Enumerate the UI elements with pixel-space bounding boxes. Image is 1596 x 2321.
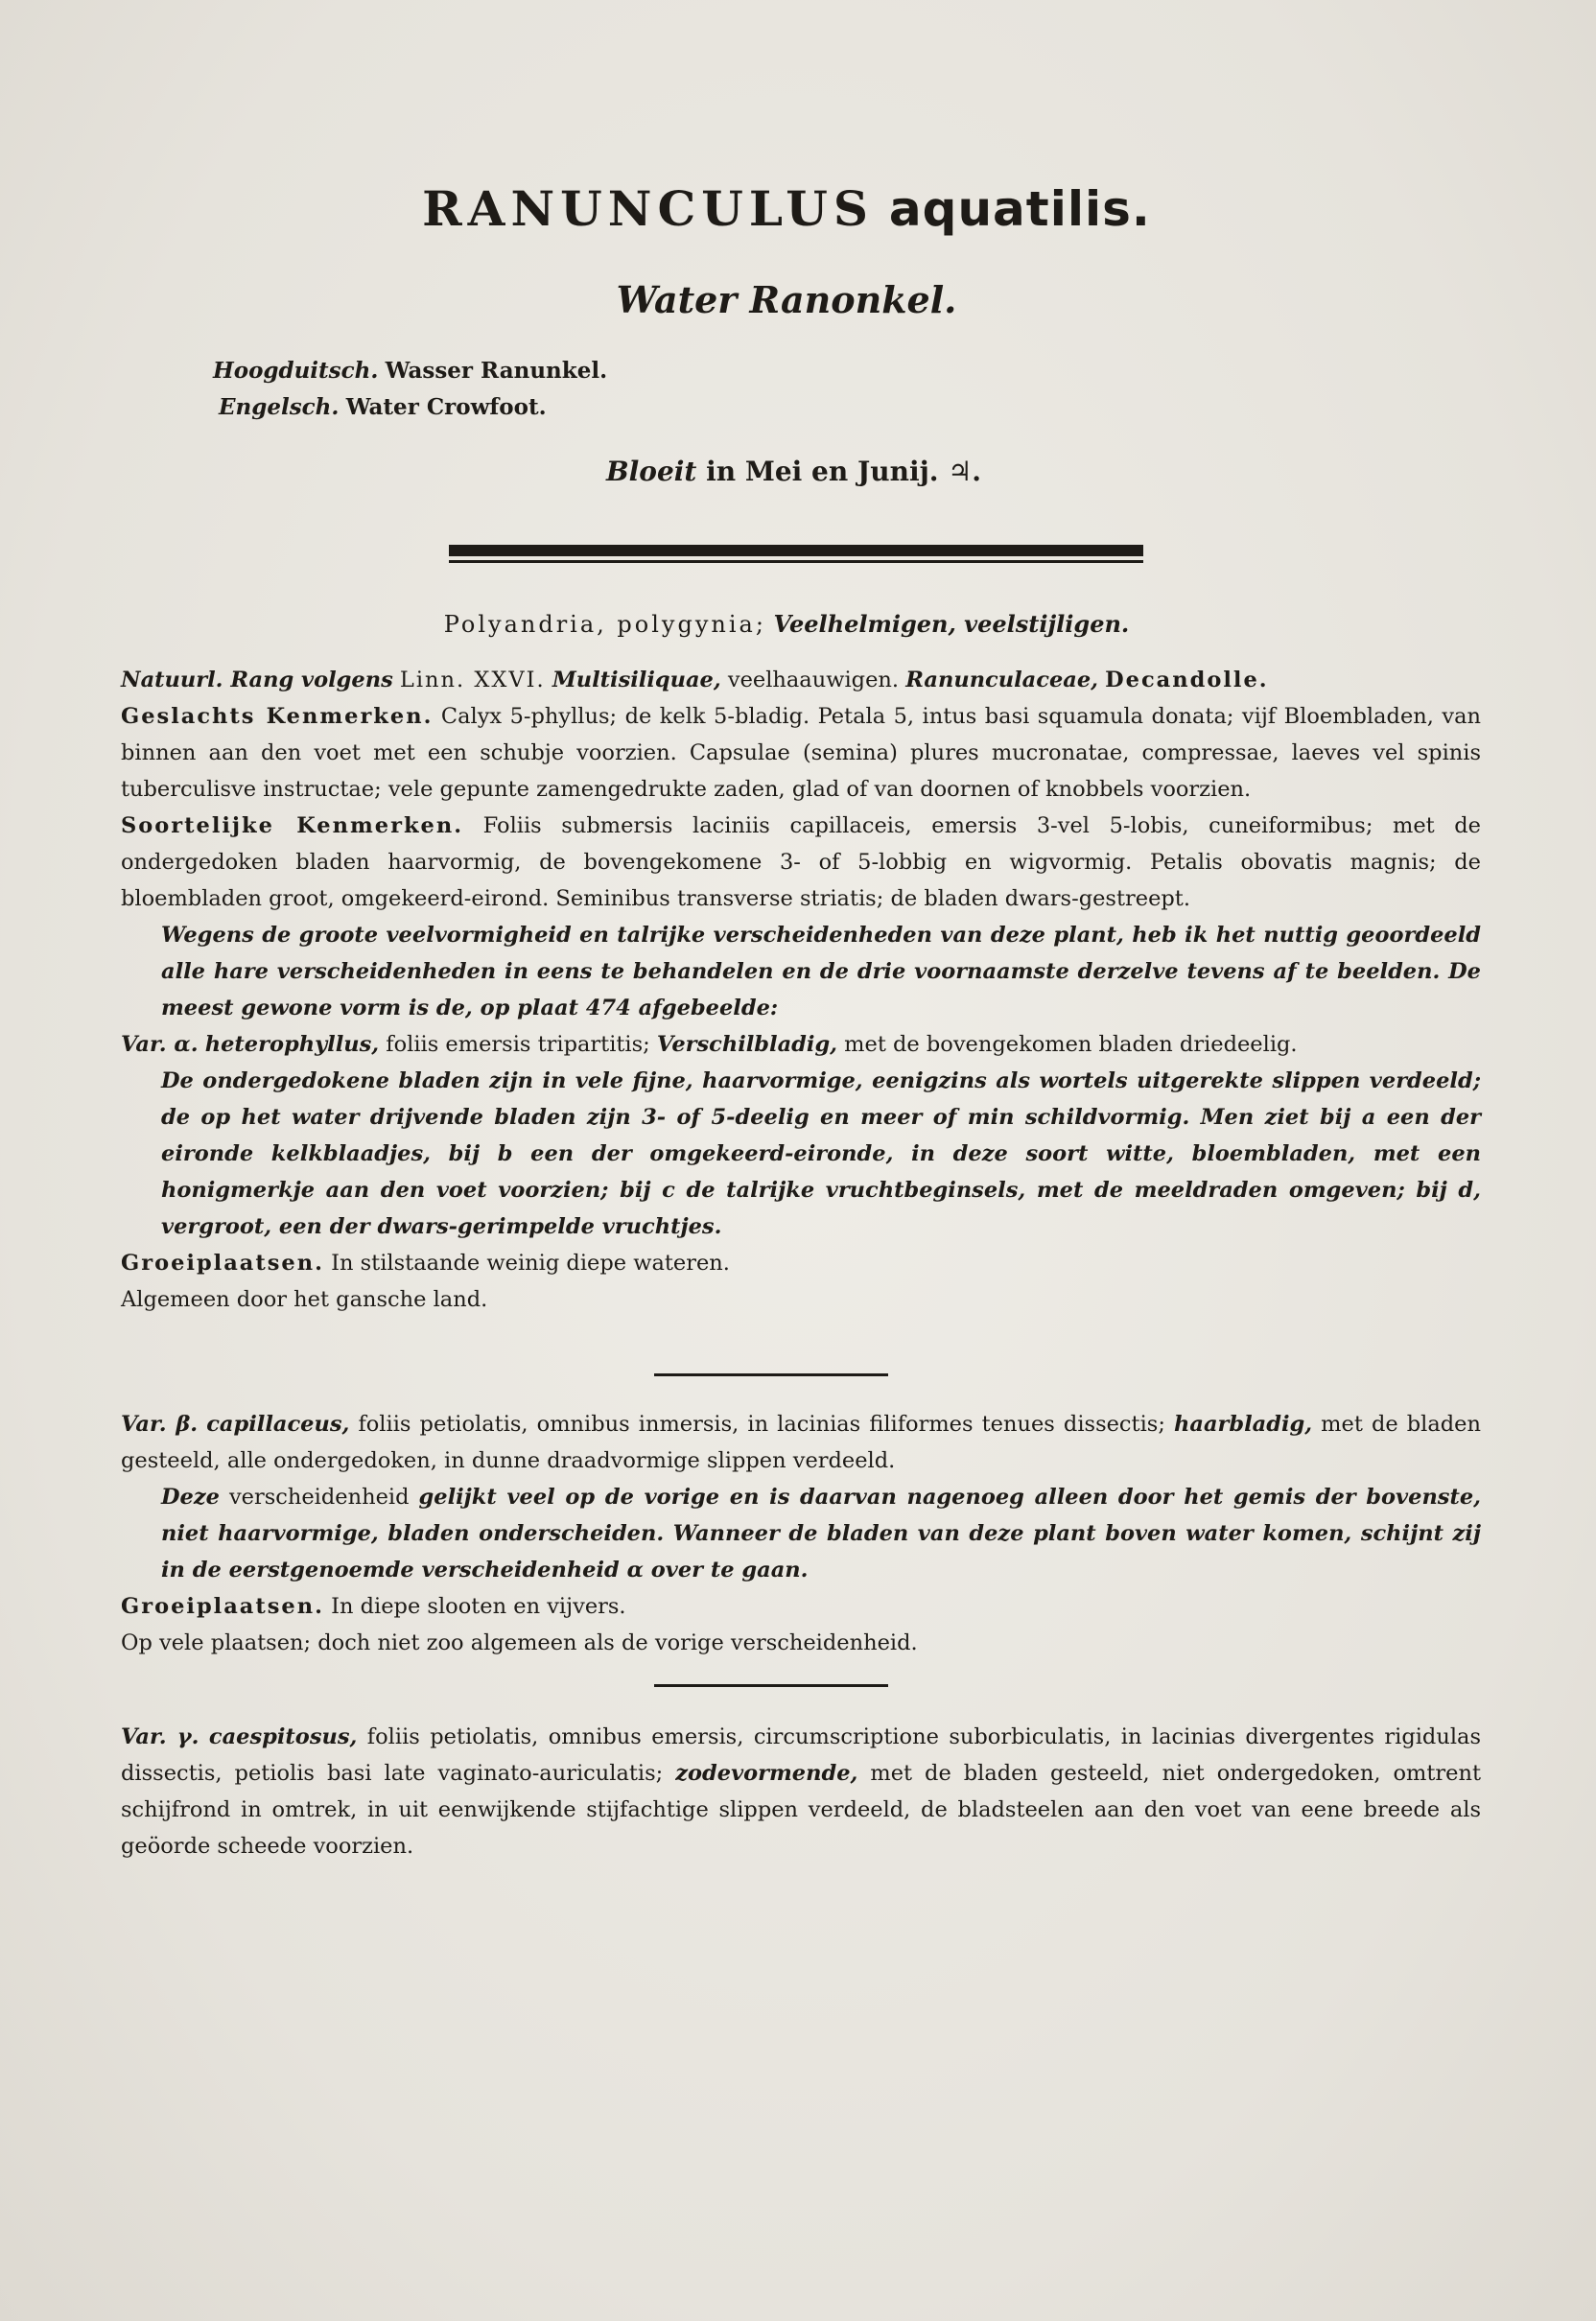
natural-rank-label: Natuurl. Rang volgens (121, 668, 393, 692)
genus-name: RANUNCULUS (422, 180, 875, 237)
var-beta-description-text: gelijkt veel op de vorige en is daarvan nagenoeg alleen door het gemis der bovenste, niet haarvormige, bladen onderscheiden. Wanneer de bladen van deze plant boven water komen, schijnt zij in de eerstgenoemde verscheidenheid α over te gaan. (161, 1485, 1482, 1582)
var-gamma-dutch: met de bladen gesteeld, niet ondergedoken, omtrent schijfrond in omtrek, in uit eenwijkende stijfachtige slippen verdeeld, de bladsteelen aan den voet van eene breede als geöorde scheede voorzien. (121, 1761, 1481, 1859)
var-beta-dutch: met de bladen gesteeld, alle ondergedoken, in dunne draadvormige slippen verdeeld. (121, 1412, 1481, 1473)
var-alpha-habitat-text: In stilstaande weinig diepe wateren. (331, 1251, 730, 1276)
var-beta-distribution: Op vele plaatsen; doch niet zoo algemeen als de vorige verscheidenheid. (121, 1630, 918, 1655)
var-beta-habitat (92, 1588, 1481, 1625)
var-alpha-name: heterophyllus, (204, 1032, 380, 1057)
classification-latin: Polyandria, polygynia; (443, 611, 766, 638)
var-beta-dutch-label: haarbladig, (1174, 1412, 1313, 1437)
var-beta-name: capillaceus, (206, 1412, 350, 1437)
genus-characters-label: Geslachts Kenmerken. (121, 704, 434, 729)
vernacular-names (213, 353, 607, 426)
bloom-text: in Mei en Junij. ♃. (706, 456, 982, 487)
var-beta-habitat-text: In diepe slooten en vijvers. (331, 1594, 626, 1619)
section-divider-2 (654, 1684, 888, 1687)
natural-rank-latin: Multisiliquae, (552, 668, 721, 692)
english-name-line (213, 389, 607, 426)
natural-rank (92, 662, 1481, 698)
variety-note: Wegens de groote veelvormigheid en talrijke verscheidenheden van deze plant, heb ik het nuttig geoordeeld alle hare verscheidenheden in eens te behandelen en de drie voornaamste derzelve tevens af te beelden. De meest gewone vorm is de, op plaat 474 afgebeelde: (161, 923, 1481, 1020)
var-beta-description (92, 1479, 1481, 1588)
var-beta-latin: foliis petiolatis, omnibus inmersis, in lacinias filiformes tenues dissectis; (358, 1412, 1165, 1437)
bloom-period (606, 451, 981, 493)
section-divider (654, 1373, 888, 1376)
english-label: Engelsch. (219, 394, 340, 420)
main-text (92, 662, 1481, 1318)
var-gamma-latin: foliis petiolatis, omnibus emersis, circumscriptione suborbiculatis, in lacinias divergentes rigidulas dissectis, petiolis basi late vaginato-auriculatis; (121, 1724, 1481, 1786)
var-alpha-distribution: Algemeen door het gansche land. (121, 1287, 488, 1312)
var-alpha-description: De ondergedokene bladen zijn in vele fijne, haarvormige, eenigzins als wortels uitgerekte slippen verdeeld; de op het water drijvende bladen zijn 3- of 5-deelig en meer of min schildvormig. Men ziet bij a een der eironde kelkblaadjes, bij b een der omgekeerd-eironde, in deze soort witte, bloembladen, met een honigmerkje aan den voet voorzien; bij c de talrijke vruchtbeginsels, met de meeldraden omgeven; bij d, vergroot, een der dwars-gerimpelde vruchtjes. (161, 1068, 1481, 1239)
species-name: aquatilis. (888, 181, 1151, 237)
page-title (92, 180, 1481, 238)
var-beta-description-lead: Deze (161, 1485, 220, 1510)
var-alpha-habitat (92, 1245, 1481, 1281)
german-name: Wasser Ranunkel. (385, 358, 608, 384)
var-gamma-label: Var. γ. (121, 1724, 200, 1749)
var-alpha-dutch-label: Verschilbladig, (656, 1032, 838, 1057)
var-alpha-dutch: met de bovengekomen bladen driedeelig. (844, 1032, 1298, 1057)
natural-rank-linn: Linn. XXVI. (399, 668, 546, 692)
classification-dutch: Veelhelmigen, veelstijligen. (773, 610, 1130, 638)
bloom-label: Bloeit (606, 456, 697, 487)
var-beta-description-word: verscheidenheid (228, 1485, 410, 1510)
variety-beta (92, 1406, 1481, 1479)
dutch-common-name: Water Ranonkel. (616, 278, 957, 321)
var-alpha-habitat-label: Groeiplaatsen. (121, 1251, 324, 1276)
natural-rank-dutch: veelhaauwigen. (727, 668, 900, 692)
species-characters-text: Foliis submersis laciniis capillaceis, emersis 3-vel 5-lobis, cuneiformibus; met de ondergedoken bladen haarvormig, de bovengekomene 3- of 5-lobbig en wigvormig. Petalis obovatis magnis; de bloembladen groot, omgekeerd-eirond. Seminibus transverse striatis; de bladen dwars-gestreept. (121, 813, 1482, 911)
var-beta-label: Var. β. (121, 1412, 199, 1437)
variety-alpha (92, 1026, 1481, 1063)
species-characters (92, 808, 1481, 917)
var-alpha-label: Var. α. (121, 1032, 199, 1057)
classification (92, 606, 1481, 643)
english-name: Water Crowfoot. (345, 394, 547, 420)
variety-gamma-section (92, 1719, 1481, 1864)
var-gamma-name: caespitosus, (208, 1724, 358, 1749)
variety-gamma (92, 1719, 1481, 1864)
natural-rank-family: Ranunculaceae, (905, 668, 1098, 692)
var-alpha-latin: foliis emersis tripartitis; (386, 1032, 650, 1057)
german-label: Hoogduitsch. (213, 358, 379, 384)
var-gamma-dutch-label: zodevormende, (675, 1761, 858, 1786)
variety-beta-section (92, 1406, 1481, 1661)
german-name-line (213, 353, 607, 389)
var-beta-habitat-label: Groeiplaatsen. (121, 1594, 324, 1619)
natural-rank-authority: Decandolle. (1105, 668, 1269, 692)
species-characters-label: Soortelijke Kenmerken. (121, 813, 464, 838)
genus-characters-text: Calyx 5-phyllus; de kelk 5-bladig. Petala 5, intus basi squamula donata; vijf Bloembladen, van binnen aan den voet met een schubje voorzien. Capsulae (semina) plures mucronatae, compressae, laeves vel spinis tuberculisve instructae; vele gepunte zamengedrukte zaden, glad of van doornen of knobbels voorzien. (121, 704, 1481, 802)
header-divider (449, 545, 1143, 556)
genus-characters (92, 698, 1481, 808)
